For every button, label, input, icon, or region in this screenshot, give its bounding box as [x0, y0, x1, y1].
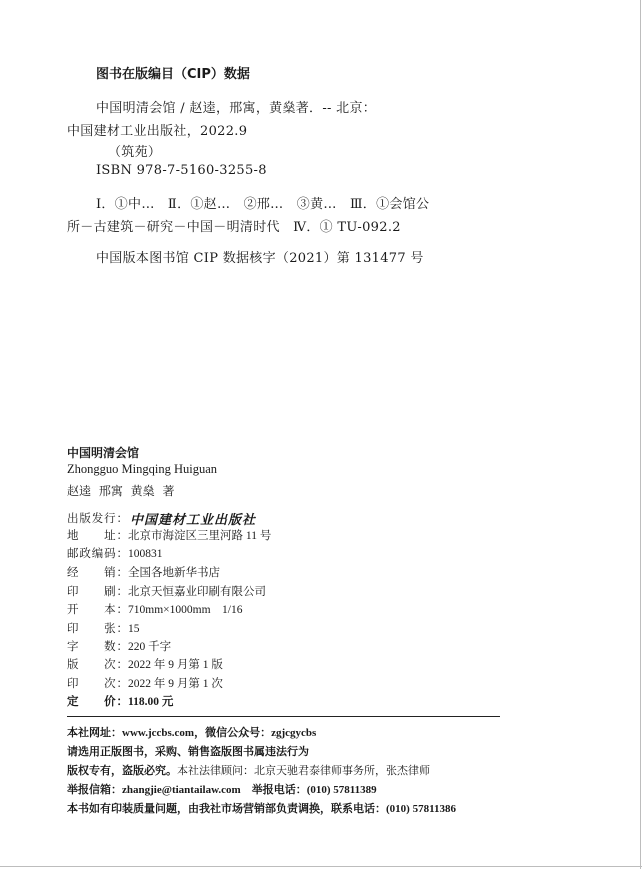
info-value: 2022 年 9 月第 1 次: [128, 678, 223, 690]
website-label: 本社网址：: [67, 726, 122, 739]
wechat-label: ，微信公众号：: [194, 726, 272, 739]
info-row-postcode: [67, 545, 163, 561]
footer-website-line: [67, 724, 316, 740]
info-row-address: [67, 527, 271, 543]
info-label: 版 次：: [67, 657, 128, 671]
quality-notice: 本书如有印装质量问题，由我社市场营销部负责调换，联系电话：: [67, 802, 386, 815]
book-title: 中国明清会馆: [67, 446, 140, 460]
info-label: 印 刷：: [67, 584, 128, 598]
cip-heading: 图书在版编目（CIP）数据: [96, 67, 250, 82]
info-row-printer: [67, 583, 266, 599]
info-label: 印 张：: [67, 621, 128, 635]
info-value: 710mm×1000mm 1/16: [128, 604, 243, 616]
cip-line-1: 中国明清会馆 / 赵逵，邢寓，黄燊著．-- 北京：: [96, 101, 377, 116]
info-row-word-count: [67, 638, 171, 654]
footer-copyright-line: [67, 762, 430, 778]
cip-line-3: （筑苑）: [108, 145, 162, 160]
info-label: 字 数：: [67, 639, 128, 653]
quality-phone: (010) 57811386: [386, 803, 456, 815]
info-label: 印 次：: [67, 676, 128, 690]
info-value: 北京天恒嘉业印刷有限公司: [128, 586, 266, 598]
price-value: 118.00 元: [128, 696, 174, 708]
copyright-notice: 版权专有，盗版必究。: [67, 764, 177, 777]
info-row-format: [67, 601, 242, 617]
info-value: 220 千字: [128, 641, 172, 653]
cip-line-2: 中国建材工业出版社，2022.9: [67, 124, 248, 139]
info-row-distributor: [67, 564, 220, 580]
info-label: 定 价：: [67, 694, 128, 708]
info-label: 经 销：: [67, 565, 128, 579]
cip-line-data-number: 中国版本图书馆 CIP 数据核字（2021）第 131477 号: [96, 251, 424, 266]
report-phone: (010) 57811389: [306, 784, 377, 796]
info-row-price: [67, 693, 173, 709]
cip-line-classification-1: Ⅰ．①中… Ⅱ．①赵… ②邢… ③黄… Ⅲ．①会馆公: [96, 197, 430, 212]
publisher-logo: 中国建材工业出版社: [130, 513, 257, 528]
report-email-label: 举报信箱：: [67, 783, 122, 796]
info-label: 邮政编码：: [67, 546, 128, 560]
cip-line-isbn: ISBN 978-7-5160-3255-8: [96, 163, 267, 178]
footer-report-line: [67, 781, 377, 797]
info-label: 开 本：: [67, 602, 128, 616]
book-authors: 赵逵 邢寓 黄燊 著: [67, 484, 175, 498]
cip-line-classification-2: 所－古建筑－研究－中国－明清时代 Ⅳ．① TU-092.2: [67, 220, 401, 235]
website-link[interactable]: www.jccbs.com: [122, 727, 195, 739]
info-row-publisher: [67, 509, 256, 528]
info-label: 出版发行：: [67, 510, 128, 525]
info-value: 2022 年 9 月第 1 版: [128, 659, 223, 671]
book-pinyin-title: Zhongguo Mingqing Huiguan: [67, 462, 217, 476]
info-label: 地 址：: [67, 528, 128, 542]
info-value: 100831: [128, 548, 163, 560]
report-phone-label: 举报电话：: [240, 783, 307, 796]
info-row-sheets: [67, 620, 140, 636]
info-value: 北京市海淀区三里河路 11 号: [128, 530, 272, 542]
legal-counsel: 北京天驰君泰律师事务所，张杰律师: [254, 764, 430, 777]
wechat-account: zgjcgycbs: [271, 727, 317, 739]
footer-anti-piracy-line: 请选用正版图书，采购、销售盗版图书属违法行为: [67, 745, 309, 758]
footer-divider: [67, 716, 500, 717]
info-value: 15: [128, 623, 140, 635]
page-edge-right: [640, 0, 641, 869]
info-row-printing: [67, 675, 223, 691]
page-edge-bottom: [0, 866, 642, 867]
footer-quality-line: [67, 800, 456, 816]
info-row-edition: [67, 656, 223, 672]
info-value: 全国各地新华书店: [128, 567, 220, 579]
legal-label: 本社法律顾问：: [177, 764, 254, 777]
report-email[interactable]: zhangjie@tiantailaw.com: [122, 784, 241, 796]
